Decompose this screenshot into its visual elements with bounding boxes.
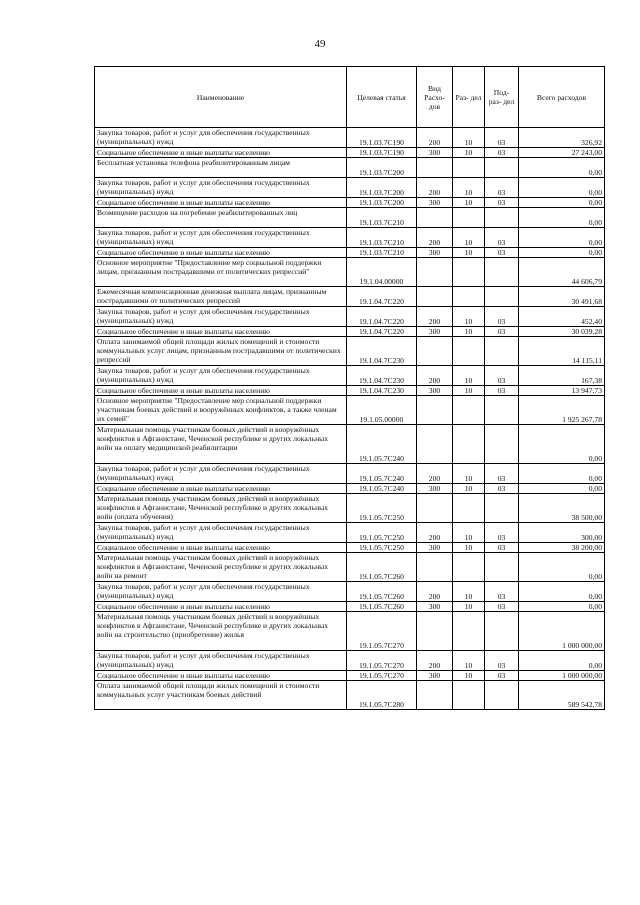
cell-expense-type [417,337,453,366]
table-body [95,128,605,710]
cell-section: 10 [453,198,485,208]
header-total: Всего расходов [519,67,605,128]
cell-target-article: 19.1.03.7С210 [347,208,417,228]
cell-target-article: 19.1.03.7С190 [347,148,417,158]
cell-name: Закупка товаров, работ и услуг для обеспечения государственных (муниципальных) нужд [95,523,347,543]
cell-expense-type [417,258,453,287]
cell-name: Закупка товаров, работ и услуг для обеспечения государственных (муниципальных) нужд [95,651,347,671]
cell-target-article: 19.1.05.7С240 [347,425,417,464]
cell-expense-type: 200 [417,178,453,198]
table-row [95,425,605,464]
cell-total: 44 606,79 [519,258,605,287]
cell-expense-type [417,681,453,710]
cell-total: 14 115,11 [519,337,605,366]
cell-name: Закупка товаров, работ и услуг для обеспечения государственных (муниципальных) нужд [95,307,347,327]
cell-subsection [485,396,519,425]
cell-expense-type: 200 [417,228,453,248]
cell-expense-type: 200 [417,464,453,484]
cell-total: 326,92 [519,128,605,148]
cell-target-article: 19.1.05.7С260 [347,602,417,612]
table-row [95,671,605,681]
cell-name: Оплата занимаемой общей площади жилых помещений и стоимости коммунальных услуг участникам боевых действий [95,681,347,710]
expenditure-table [94,66,605,710]
header-subsection: Под- раз- дел [485,67,519,128]
cell-target-article: 19.1.04.7С220 [347,307,417,327]
cell-target-article: 19.1.04.7С230 [347,337,417,366]
cell-total: 0,00 [519,198,605,208]
table-row [95,208,605,228]
header-section: Раз- дел [453,67,485,128]
table-row [95,484,605,494]
cell-subsection: 03 [485,366,519,386]
cell-target-article: 19.1.03.7С200 [347,178,417,198]
cell-expense-type: 300 [417,386,453,396]
cell-name: Закупка товаров, работ и услуг для обеспечения государственных (муниципальных) нужд [95,178,347,198]
cell-subsection: 03 [485,651,519,671]
table-row [95,651,605,671]
page-number: 49 [314,38,326,50]
cell-target-article: 19.1.05.00000 [347,396,417,425]
table-row [95,553,605,582]
cell-section: 10 [453,327,485,337]
cell-target-article: 19.1.05.7С250 [347,523,417,543]
cell-subsection [485,258,519,287]
cell-subsection [485,681,519,710]
cell-section [453,494,485,523]
cell-section [453,425,485,464]
cell-subsection: 03 [485,582,519,602]
cell-expense-type: 300 [417,671,453,681]
cell-subsection [485,612,519,651]
table-row [95,158,605,178]
cell-target-article: 19.1.05.7С270 [347,651,417,671]
table-row [95,543,605,553]
cell-expense-type: 200 [417,651,453,671]
table-row [95,258,605,287]
cell-expense-type: 300 [417,602,453,612]
cell-total: 0,00 [519,484,605,494]
cell-expense-type [417,396,453,425]
cell-target-article: 19.1.05.7С280 [347,681,417,710]
cell-expense-type [417,287,453,307]
cell-section: 10 [453,386,485,396]
table-row [95,602,605,612]
cell-target-article: 19.1.04.7С220 [347,287,417,307]
cell-expense-type [417,612,453,651]
cell-subsection [485,287,519,307]
cell-expense-type [417,208,453,228]
cell-total: 0,00 [519,158,605,178]
cell-name: Социальное обеспечение и иные выплаты населению [95,484,347,494]
cell-expense-type: 200 [417,582,453,602]
cell-name: Оплата занимаемой общей площади жилых помещений и стоимости коммунальных услуг лицам, признанным пострадавшими от политических репрессий [95,337,347,366]
cell-name: Социальное обеспечение и иные выплаты населению [95,198,347,208]
cell-name: Основное мероприятие "Предоставление мер социальной поддержки участникам боевых действий и вооружённых конфликтов, а также членам их семей" [95,396,347,425]
cell-section: 10 [453,523,485,543]
cell-name: Закупка товаров, работ и услуг для обеспечения государственных (муниципальных) нужд [95,128,347,148]
cell-section: 10 [453,543,485,553]
cell-name: Материальная помощь участникам боевых действий и вооружённых конфликтов в Афганистане, Чеченской республике и других локальных войн на строительство (приобретение) жилья [95,612,347,651]
cell-target-article: 19.1.03.7С190 [347,128,417,148]
cell-name: Ежемесячная компенсационная денежная выплата лицам, признанным пострадавшими от политических репрессий [95,287,347,307]
cell-subsection: 03 [485,228,519,248]
cell-total: 589 542,78 [519,681,605,710]
cell-expense-type: 300 [417,543,453,553]
cell-subsection: 03 [485,386,519,396]
cell-total: 1 925 267,78 [519,396,605,425]
cell-subsection: 03 [485,484,519,494]
cell-target-article: 19.1.05.7С250 [347,494,417,523]
table-row [95,248,605,258]
cell-target-article: 19.1.05.7С260 [347,553,417,582]
cell-section: 10 [453,248,485,258]
cell-subsection: 03 [485,148,519,158]
cell-target-article: 19.1.04.00000 [347,258,417,287]
cell-section: 10 [453,671,485,681]
cell-target-article: 19.1.05.7С250 [347,543,417,553]
table-row [95,612,605,651]
table-header-row [95,67,605,128]
cell-subsection: 03 [485,602,519,612]
cell-subsection [485,494,519,523]
cell-expense-type: 300 [417,327,453,337]
cell-section: 10 [453,582,485,602]
table-row [95,366,605,386]
cell-section: 10 [453,464,485,484]
cell-section [453,612,485,651]
header-expense-type: Вид Расхо- дов [417,67,453,128]
cell-subsection [485,208,519,228]
cell-name: Социальное обеспечение и иные выплаты населению [95,543,347,553]
table-row [95,178,605,198]
cell-name: Возмещение расходов на погребение реабилитированных лиц [95,208,347,228]
table-row [95,327,605,337]
cell-expense-type: 200 [417,523,453,543]
cell-subsection: 03 [485,128,519,148]
cell-section [453,553,485,582]
cell-subsection: 03 [485,671,519,681]
table-row [95,386,605,396]
cell-total: 13 947,73 [519,386,605,396]
cell-target-article: 19.1.05.7С260 [347,582,417,602]
cell-target-article: 19.1.04.7С230 [347,386,417,396]
cell-total: 38 200,00 [519,543,605,553]
cell-name: Закупка товаров, работ и услуг для обеспечения государственных (муниципальных) нужд [95,228,347,248]
cell-total: 0,00 [519,228,605,248]
cell-name: Закупка товаров, работ и услуг для обеспечения государственных (муниципальных) нужд [95,464,347,484]
cell-total: 0,00 [519,425,605,464]
cell-name: Материальная помощь участникам боевых действий и вооружённых конфликтов в Афганистане, Чеченской республике и других локальных войн на ремонт [95,553,347,582]
cell-section [453,337,485,366]
cell-total: 0,00 [519,553,605,582]
cell-name: Материальная помощь участникам боевых действий и вооружённых конфликтов в Афганистане, Чеченской республике и других локальных войн на оплату медицинской реабилитации [95,425,347,464]
cell-name: Социальное обеспечение и иные выплаты населению [95,327,347,337]
cell-expense-type: 300 [417,484,453,494]
cell-section: 10 [453,602,485,612]
cell-section [453,396,485,425]
cell-expense-type: 300 [417,248,453,258]
cell-total: 1 000 000,00 [519,612,605,651]
cell-subsection: 03 [485,543,519,553]
cell-total: 452,40 [519,307,605,327]
cell-expense-type: 200 [417,307,453,327]
cell-name: Материальная помощь участникам боевых действий и вооружённых конфликтов в Афганистане, Чеченской республике и других локальных войн (оплата обучения) [95,494,347,523]
cell-target-article: 19.1.05.7С270 [347,671,417,681]
cell-expense-type [417,553,453,582]
cell-target-article: 19.1.05.7С240 [347,484,417,494]
table-row [95,307,605,327]
cell-target-article: 19.1.04.7С230 [347,366,417,386]
cell-section: 10 [453,228,485,248]
cell-subsection: 03 [485,198,519,208]
table-row [95,128,605,148]
cell-total: 0,00 [519,208,605,228]
cell-subsection [485,337,519,366]
cell-subsection: 03 [485,248,519,258]
cell-subsection [485,158,519,178]
cell-section: 10 [453,651,485,671]
cell-subsection: 03 [485,307,519,327]
cell-subsection: 03 [485,464,519,484]
table-row [95,228,605,248]
cell-expense-type: 200 [417,366,453,386]
cell-name: Бесплатная установка телефона реабилитированным лицам [95,158,347,178]
table-row [95,287,605,307]
cell-section: 10 [453,128,485,148]
table-row [95,198,605,208]
cell-expense-type: 200 [417,128,453,148]
cell-name: Социальное обеспечение и иные выплаты населению [95,386,347,396]
cell-expense-type: 300 [417,148,453,158]
cell-section [453,287,485,307]
cell-section: 10 [453,366,485,386]
cell-section [453,681,485,710]
cell-section: 10 [453,178,485,198]
cell-target-article: 19.1.03.7С210 [347,248,417,258]
cell-expense-type [417,158,453,178]
cell-section [453,158,485,178]
cell-target-article: 19.1.03.7С200 [347,198,417,208]
cell-name: Закупка товаров, работ и услуг для обеспечения государственных (муниципальных) нужд [95,366,347,386]
cell-total: 0,00 [519,651,605,671]
cell-section: 10 [453,484,485,494]
cell-name: Социальное обеспечение и иные выплаты населению [95,671,347,681]
cell-total: 30 491,68 [519,287,605,307]
header-name: Наименование [95,67,347,128]
table-row [95,494,605,523]
cell-total: 0,00 [519,178,605,198]
cell-total: 1 000 000,00 [519,671,605,681]
table-row [95,681,605,710]
cell-target-article: 19.1.03.7С210 [347,228,417,248]
header-target-article: Целевая статья [347,67,417,128]
cell-section [453,208,485,228]
cell-name: Основное мероприятие "Предоставление мер социальной поддержки лицам, признанным пострадавшими от политических репрессий" [95,258,347,287]
cell-subsection [485,425,519,464]
cell-total: 38 500,00 [519,494,605,523]
cell-subsection: 03 [485,523,519,543]
cell-name: Социальное обеспечение и иные выплаты населению [95,248,347,258]
cell-total: 0,00 [519,582,605,602]
cell-subsection [485,553,519,582]
cell-target-article: 19.1.05.7С240 [347,464,417,484]
cell-expense-type: 300 [417,198,453,208]
cell-target-article: 19.1.03.7С200 [347,158,417,178]
table-row [95,337,605,366]
table-row [95,148,605,158]
cell-section [453,258,485,287]
cell-total: 27 243,00 [519,148,605,158]
cell-expense-type [417,494,453,523]
cell-target-article: 19.1.04.7С220 [347,327,417,337]
cell-subsection: 03 [485,178,519,198]
table-row [95,464,605,484]
cell-expense-type [417,425,453,464]
cell-section: 10 [453,148,485,158]
cell-subsection: 03 [485,327,519,337]
table-row [95,582,605,602]
cell-total: 0,00 [519,248,605,258]
cell-total: 167,38 [519,366,605,386]
cell-total: 30 039,28 [519,327,605,337]
cell-name: Социальное обеспечение и иные выплаты населению [95,148,347,158]
cell-name: Социальное обеспечение и иные выплаты населению [95,602,347,612]
cell-section: 10 [453,307,485,327]
cell-total: 0,00 [519,464,605,484]
cell-total: 300,00 [519,523,605,543]
table-row [95,396,605,425]
cell-name: Закупка товаров, работ и услуг для обеспечения государственных (муниципальных) нужд [95,582,347,602]
table-row [95,523,605,543]
cell-target-article: 19.1.05.7С270 [347,612,417,651]
cell-total: 0,00 [519,602,605,612]
